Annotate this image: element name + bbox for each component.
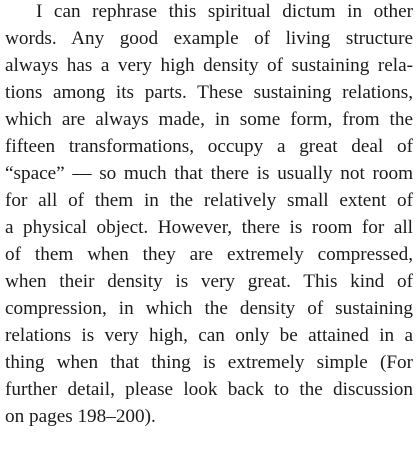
text-line: of them when they are extremely compressed,	[5, 244, 413, 265]
text-line: relations is very high, can only be attained in a	[5, 325, 413, 346]
text-line: on pages 198–200).	[5, 406, 156, 427]
text-line: words. Any good example of living structure	[5, 28, 413, 49]
text-line: thing when that thing is extremely simple (For	[5, 352, 413, 373]
text-line: for all of them in the relatively small extent of	[5, 190, 413, 211]
text-line: which are always made, in some form, from the	[5, 109, 413, 130]
text-line: a physical object. However, there is room for all	[5, 217, 413, 238]
text-line: fifteen transformations, occupy a great deal of	[5, 136, 413, 157]
text-line: tions among its parts. These sustaining relations,	[5, 82, 413, 103]
text-line: compression, in which the density of sustaining	[5, 298, 413, 319]
text-line: further detail, please look back to the discussion	[5, 379, 413, 400]
text-line: always has a very high density of sustaining rela-	[5, 55, 413, 76]
text-line: when their density is very great. This kind of	[5, 271, 413, 292]
text-line: “space” — so much that there is usually not room	[5, 163, 413, 184]
text-line: I can rephrase this spiritual dictum in other	[36, 1, 413, 22]
